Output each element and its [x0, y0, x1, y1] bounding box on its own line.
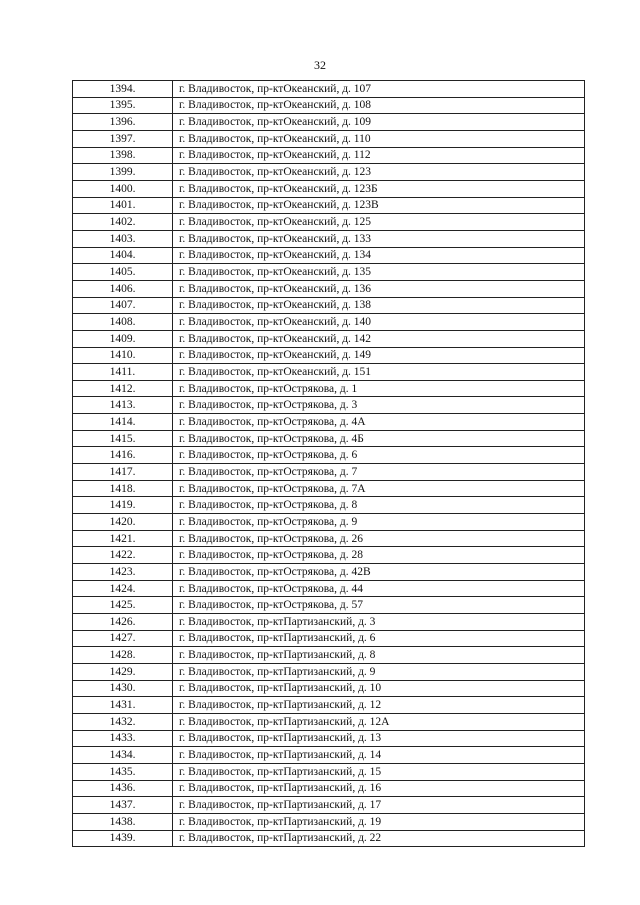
table-row: [73, 430, 585, 447]
row-number: 1414.: [73, 414, 173, 431]
table-row: [73, 747, 585, 764]
table-row: [73, 347, 585, 364]
table-row: [73, 597, 585, 614]
row-number: 1437.: [73, 797, 173, 814]
row-number: 1436.: [73, 780, 173, 797]
row-number: 1408.: [73, 314, 173, 331]
row-address: г. Владивосток, пр-ктОстрякова, д. 28: [173, 547, 585, 564]
row-number: 1409.: [73, 330, 173, 347]
row-number: 1432.: [73, 713, 173, 730]
table-row: [73, 663, 585, 680]
row-number: 1426.: [73, 614, 173, 631]
row-number: 1423.: [73, 564, 173, 581]
row-address: г. Владивосток, пр-ктОстрякова, д. 3: [173, 397, 585, 414]
row-address: г. Владивосток, пр-ктПартизанский, д. 12: [173, 697, 585, 714]
row-number: 1439.: [73, 830, 173, 847]
row-address: г. Владивосток, пр-ктОкеанский, д. 134: [173, 247, 585, 264]
table-row: [73, 813, 585, 830]
table-row: [73, 314, 585, 331]
row-address: г. Владивосток, пр-ктОстрякова, д. 6: [173, 447, 585, 464]
row-address: г. Владивосток, пр-ктОкеанский, д. 135: [173, 264, 585, 281]
row-address: г. Владивосток, пр-ктОкеанский, д. 123Б: [173, 180, 585, 197]
table-row: [73, 547, 585, 564]
row-address: г. Владивосток, пр-ктПартизанский, д. 19: [173, 813, 585, 830]
row-number: 1418.: [73, 480, 173, 497]
row-number: 1396.: [73, 114, 173, 131]
row-number: 1431.: [73, 697, 173, 714]
row-number: 1430.: [73, 680, 173, 697]
row-address: г. Владивосток, пр-ктОкеанский, д. 108: [173, 97, 585, 114]
row-address: г. Владивосток, пр-ктОстрякова, д. 9: [173, 514, 585, 531]
address-table: [72, 80, 585, 847]
table-row: [73, 247, 585, 264]
row-number: 1425.: [73, 597, 173, 614]
row-address: г. Владивосток, пр-ктПартизанский, д. 6: [173, 630, 585, 647]
row-number: 1417.: [73, 464, 173, 481]
table-row: [73, 280, 585, 297]
row-address: г. Владивосток, пр-ктОкеанский, д. 107: [173, 81, 585, 98]
row-address: г. Владивосток, пр-ктПартизанский, д. 12А: [173, 713, 585, 730]
row-number: 1438.: [73, 813, 173, 830]
row-address: г. Владивосток, пр-ктОкеанский, д. 125: [173, 214, 585, 231]
table-row: [73, 530, 585, 547]
row-number: 1399.: [73, 164, 173, 181]
table-row: [73, 97, 585, 114]
table-row: [73, 197, 585, 214]
row-number: 1434.: [73, 747, 173, 764]
row-number: 1411.: [73, 364, 173, 381]
table-row: [73, 130, 585, 147]
table-row: [73, 763, 585, 780]
row-address: г. Владивосток, пр-ктОкеанский, д. 149: [173, 347, 585, 364]
row-number: 1412.: [73, 380, 173, 397]
row-address: г. Владивосток, пр-ктОстрякова, д. 44: [173, 580, 585, 597]
row-number: 1416.: [73, 447, 173, 464]
row-address: г. Владивосток, пр-ктОстрякова, д. 4А: [173, 414, 585, 431]
table-row: [73, 447, 585, 464]
table-row: [73, 730, 585, 747]
table-row: [73, 480, 585, 497]
table-row: [73, 630, 585, 647]
row-address: г. Владивосток, пр-ктОкеанский, д. 151: [173, 364, 585, 381]
row-number: 1398.: [73, 147, 173, 164]
row-address: г. Владивосток, пр-ктОстрякова, д. 57: [173, 597, 585, 614]
table-row: [73, 647, 585, 664]
row-address: г. Владивосток, пр-ктОстрякова, д. 4Б: [173, 430, 585, 447]
table-row: [73, 147, 585, 164]
row-address: г. Владивосток, пр-ктОкеанский, д. 142: [173, 330, 585, 347]
row-address: г. Владивосток, пр-ктОкеанский, д. 112: [173, 147, 585, 164]
row-address: г. Владивосток, пр-ктОкеанский, д. 109: [173, 114, 585, 131]
row-address: г. Владивосток, пр-ктОкеанский, д. 110: [173, 130, 585, 147]
row-address: г. Владивосток, пр-ктПартизанский, д. 13: [173, 730, 585, 747]
row-number: 1397.: [73, 130, 173, 147]
table-row: [73, 114, 585, 131]
row-number: 1435.: [73, 763, 173, 780]
row-number: 1419.: [73, 497, 173, 514]
row-number: 1410.: [73, 347, 173, 364]
table-row: [73, 780, 585, 797]
row-number: 1424.: [73, 580, 173, 597]
row-address: г. Владивосток, пр-ктОстрякова, д. 8: [173, 497, 585, 514]
row-address: г. Владивосток, пр-ктОкеанский, д. 133: [173, 230, 585, 247]
table-row: [73, 397, 585, 414]
row-number: 1420.: [73, 514, 173, 531]
table-row: [73, 830, 585, 847]
row-address: г. Владивосток, пр-ктОстрякова, д. 26: [173, 530, 585, 547]
table-row: [73, 330, 585, 347]
table-row: [73, 564, 585, 581]
row-address: г. Владивосток, пр-ктОстрякова, д. 7: [173, 464, 585, 481]
row-number: 1407.: [73, 297, 173, 314]
row-address: г. Владивосток, пр-ктПартизанский, д. 9: [173, 663, 585, 680]
row-address: г. Владивосток, пр-ктПартизанский, д. 14: [173, 747, 585, 764]
table-row: [73, 180, 585, 197]
row-number: 1415.: [73, 430, 173, 447]
row-number: 1433.: [73, 730, 173, 747]
table-row: [73, 164, 585, 181]
address-table-body: [73, 81, 585, 847]
row-number: 1429.: [73, 663, 173, 680]
row-number: 1402.: [73, 214, 173, 231]
row-address: г. Владивосток, пр-ктОстрякова, д. 42В: [173, 564, 585, 581]
table-row: [73, 380, 585, 397]
row-address: г. Владивосток, пр-ктПартизанский, д. 16: [173, 780, 585, 797]
row-address: г. Владивосток, пр-ктОкеанский, д. 123В: [173, 197, 585, 214]
table-row: [73, 81, 585, 98]
table-row: [73, 680, 585, 697]
row-address: г. Владивосток, пр-ктПартизанский, д. 15: [173, 763, 585, 780]
row-number: 1406.: [73, 280, 173, 297]
row-address: г. Владивосток, пр-ктОстрякова, д. 1: [173, 380, 585, 397]
table-row: [73, 580, 585, 597]
row-address: г. Владивосток, пр-ктПартизанский, д. 8: [173, 647, 585, 664]
table-row: [73, 497, 585, 514]
row-number: 1400.: [73, 180, 173, 197]
row-address: г. Владивосток, пр-ктПартизанский, д. 22: [173, 830, 585, 847]
table-row: [73, 297, 585, 314]
table-row: [73, 414, 585, 431]
row-address: г. Владивосток, пр-ктОкеанский, д. 123: [173, 164, 585, 181]
row-number: 1422.: [73, 547, 173, 564]
row-address: г. Владивосток, пр-ктПартизанский, д. 3: [173, 614, 585, 631]
row-number: 1404.: [73, 247, 173, 264]
table-row: [73, 614, 585, 631]
table-row: [73, 797, 585, 814]
row-number: 1403.: [73, 230, 173, 247]
table-row: [73, 214, 585, 231]
row-number: 1413.: [73, 397, 173, 414]
row-address: г. Владивосток, пр-ктПартизанский, д. 17: [173, 797, 585, 814]
table-row: [73, 364, 585, 381]
row-number: 1395.: [73, 97, 173, 114]
row-number: 1401.: [73, 197, 173, 214]
row-address: г. Владивосток, пр-ктОкеанский, д. 136: [173, 280, 585, 297]
row-address: г. Владивосток, пр-ктОкеанский, д. 138: [173, 297, 585, 314]
table-row: [73, 697, 585, 714]
row-number: 1405.: [73, 264, 173, 281]
row-address: г. Владивосток, пр-ктОкеанский, д. 140: [173, 314, 585, 331]
row-address: г. Владивосток, пр-ктОстрякова, д. 7А: [173, 480, 585, 497]
row-address: г. Владивосток, пр-ктПартизанский, д. 10: [173, 680, 585, 697]
table-row: [73, 514, 585, 531]
table-row: [73, 464, 585, 481]
table-row: [73, 230, 585, 247]
row-number: 1394.: [73, 81, 173, 98]
row-number: 1427.: [73, 630, 173, 647]
page-number: 32: [314, 58, 326, 72]
table-row: [73, 264, 585, 281]
row-number: 1428.: [73, 647, 173, 664]
row-number: 1421.: [73, 530, 173, 547]
table-row: [73, 713, 585, 730]
